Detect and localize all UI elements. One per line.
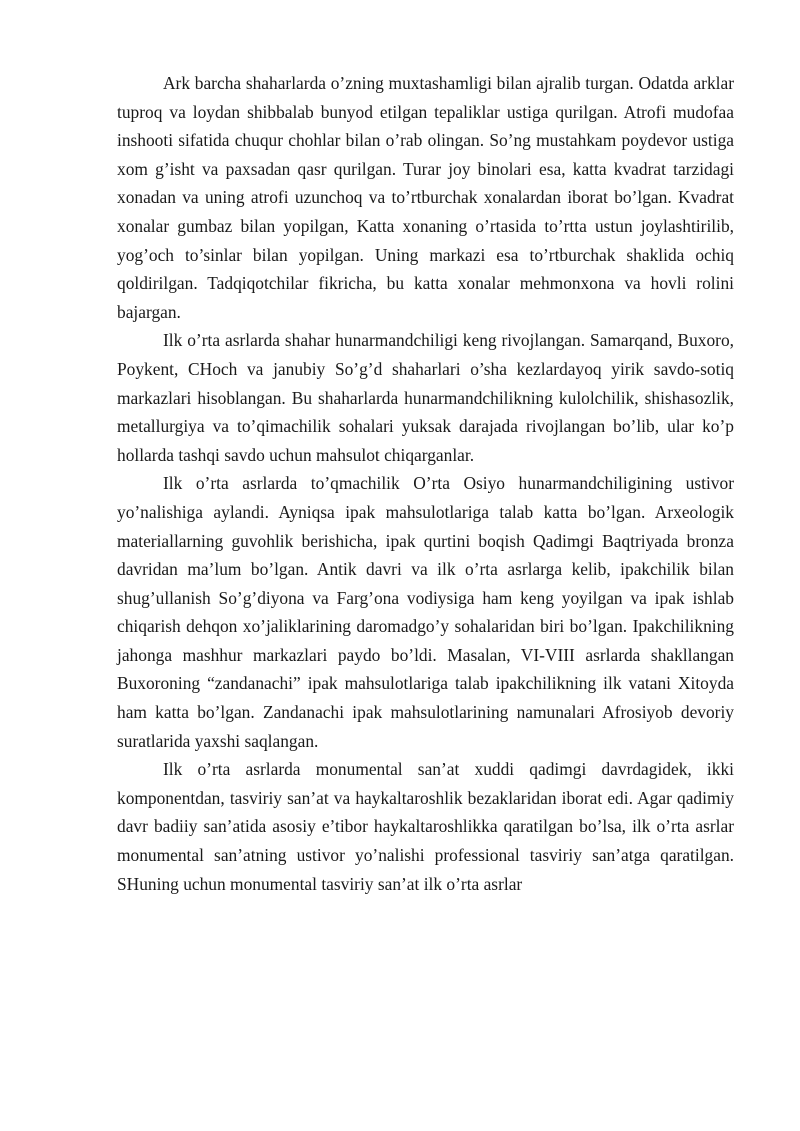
document-page	[117, 69, 734, 898]
paragraph-monumental-art: Ilk o’rta asrlarda monumental san’at xuddi qadimgi davrdagidek, ikki komponentdan, tasviriy san’at va haykaltaroshlik bezaklaridan iborat edi. Agar qadimiy davr badiiy san’atida asosiy e’tibor haykaltaroshlikka qaratilgan bo’lsa, ilk o’rta asrlar monumental san’atning ustivor yo’nalishi professional tasviriy san’atga qaratilgan. SHuning uchun monumental tasviriy san’at ilk o’rta asrlar	[117, 759, 734, 894]
paragraph-crafts: Ilk o’rta asrlarda shahar hunarmandchiligi keng rivojlangan. Samarqand, Buxoro, Poykent, CHoch va janubiy So’g’d shaharlari o’sha kezlardayoq yirik savdo-sotiq markazlari hisoblangan. Bu shaharlarda hunarmandchilikning kulolchilik, shishasozlik, metallurgiya va to’qimachilik sohalari yuksak darajada rivojlangan bo’lib, ular ko’p hollarda tashqi savdo uchun mahsulot chiqarganlar.	[117, 330, 734, 465]
paragraph-ark: Ark barcha shaharlarda o’zning muxtashamligi bilan ajralib turgan. Odatda arklar tuproq va loydan shibbalab bunyod etilgan tepaliklar ustiga qurilgan. Atrofi mudofaa inshooti sifatida chuqur chohlar bilan o’rab olingan. So’ng mustahkam poydevor ustiga xom g’isht va paxsadan qasr qurilgan. Turar joy binolari esa, katta kvadrat tarzidagi xonadan va uning atrofi uzunchoq va to’rtburchak xonalardan iborat bo’lgan. Kvadrat xonalar gumbaz bilan yopilgan, Katta xonaning o’rtasida to’rtta ustun joylashtirilib, yog’och to’sinlar bilan yopilgan. Uning markazi esa to’rtburchak shaklida ochiq qoldirilgan. Tadqiqotchilar fikricha, bu katta xonalar mehmonxona va hovli rolini bajargan.	[117, 73, 734, 322]
paragraph-weaving: Ilk o’rta asrlarda to’qmachilik O’rta Osiyo hunarmandchiligining ustivor yo’nalishiga aylandi. Ayniqsa ipak mahsulotlariga talab katta bo’lgan. Arxeologik materiallarning guvohlik berishicha, ipak qurtini boqish Qadimgi Baqtriyada bronza davridan ma’lum bo’lgan. Antik davri va ilk o’rta asrlarga kelib, ipakchilik bilan shug’ullanish So’g’diyona va Farg’ona vodiysiga ham keng yoyilgan va ipak ishlab chiqarish dehqon xo’jaliklarining daromadgo’y sohalaridan biri bo’lgan. Ipakchilikning jahonga mashhur markazlari paydo bo’ldi. Masalan, VI-VIII asrlarda shakllangan Buxoroning “zandanachi” ipak mahsulotlariga talab ipakchilikning ilk vatani Xitoyda ham katta bo’lgan. Zandanachi ipak mahsulotlarining namunalari Afrosiyob devoriy suratlarida yaxshi saqlangan.	[117, 473, 734, 751]
